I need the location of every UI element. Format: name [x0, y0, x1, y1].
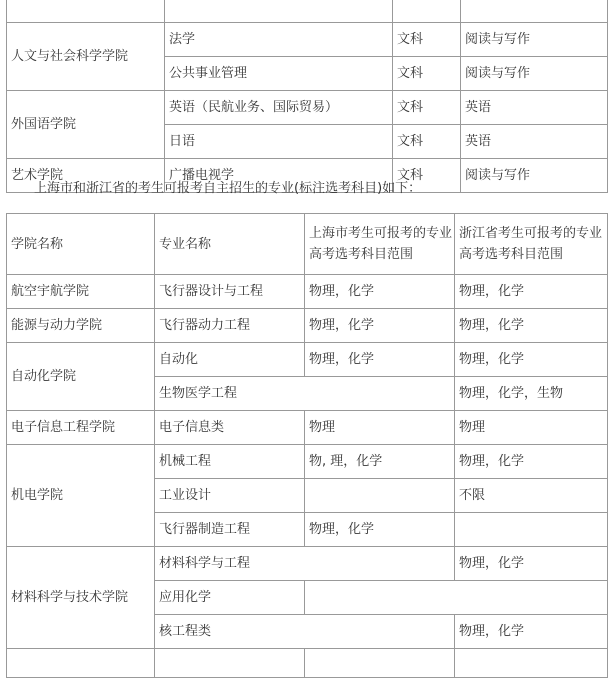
shanghai-cell: 物理，化学 — [305, 309, 455, 343]
college-cell — [7, 0, 165, 23]
zhejiang-cell: 物理，化学 — [455, 445, 608, 479]
major-cell: 法学 — [165, 23, 393, 57]
shanghai-cell: 物理 — [305, 411, 455, 445]
zhejiang-cell: 物理，化学 — [455, 547, 608, 581]
enrollment-table-bottom — [6, 213, 608, 678]
major-cell: 自动化 — [155, 343, 305, 377]
college-cell: 能源与动力学院 — [7, 309, 155, 343]
college-cell — [7, 649, 155, 678]
header-shanghai: 上海市考生可报考的专业高考选考科目范围 — [305, 214, 455, 275]
shanghai-cell — [305, 649, 455, 678]
college-cell: 材料科学与技术学院 — [7, 547, 155, 649]
shanghai-cell: 物, 理，化学 — [305, 445, 455, 479]
enrollment-table-top — [6, 0, 608, 193]
category-cell: 文科 — [393, 125, 461, 159]
table-header-row — [7, 214, 608, 275]
table-row — [7, 23, 608, 57]
table-row — [7, 547, 608, 581]
table-row — [7, 649, 608, 678]
shanghai-cell: 物理，化学 — [305, 275, 455, 309]
major-cell: 日语 — [165, 125, 393, 159]
major-cell: 飞行器制造工程 — [155, 513, 305, 547]
table-row — [7, 309, 608, 343]
intro-paragraph: 上海市和浙江省的考生可报考自主招生的专业(标注选考科目)如下： — [34, 181, 422, 196]
zhejiang-cell: 物理 — [455, 411, 608, 445]
shanghai-cell: 物理，化学 — [305, 343, 455, 377]
zhejiang-cell: 物理，化学，生物 — [455, 377, 608, 411]
major-cell — [165, 0, 393, 23]
major-cell: 核工程类 — [155, 615, 455, 649]
subject-cell: 阅读与写作 — [461, 57, 608, 91]
header-major: 专业名称 — [155, 214, 305, 275]
category-cell: 文科 — [393, 159, 461, 193]
table-row — [7, 343, 608, 377]
zhejiang-cell: 物理，化学 — [455, 275, 608, 309]
category-cell — [393, 0, 461, 23]
shanghai-cell: 物理，化学 — [305, 513, 455, 547]
table-row — [7, 445, 608, 479]
college-cell: 自动化学院 — [7, 343, 155, 411]
college-cell: 人文与社会科学学院 — [7, 23, 165, 91]
college-cell: 电子信息工程学院 — [7, 411, 155, 445]
subject-cell: 阅读与写作 — [461, 159, 608, 193]
table-row — [7, 0, 608, 23]
subject-cell: 英语 — [461, 91, 608, 125]
major-cell: 生物医学工程 — [155, 377, 455, 411]
college-cell: 外国语学院 — [7, 91, 165, 159]
college-cell: 机电学院 — [7, 445, 155, 547]
category-cell: 文科 — [393, 91, 461, 125]
major-cell: 应用化学 — [155, 581, 305, 615]
zhejiang-cell — [305, 581, 608, 615]
major-cell: 公共事业管理 — [165, 57, 393, 91]
major-cell — [155, 649, 305, 678]
category-cell: 文科 — [393, 57, 461, 91]
major-cell: 英语（民航业务、国际贸易） — [165, 91, 393, 125]
zhejiang-cell — [455, 649, 608, 678]
college-cell: 航空宇航学院 — [7, 275, 155, 309]
header-zhejiang: 浙江省考生可报考的专业高考选考科目范围 — [455, 214, 608, 275]
major-cell: 材料科学与工程 — [155, 547, 455, 581]
major-cell: 飞行器设计与工程 — [155, 275, 305, 309]
table-row — [7, 411, 608, 445]
header-college: 学院名称 — [7, 214, 155, 275]
college-cell: 艺术学院 — [7, 159, 165, 193]
shanghai-cell — [305, 479, 455, 513]
table-row — [7, 91, 608, 125]
subject-cell: 英语 — [461, 125, 608, 159]
subject-cell: 阅读与写作 — [461, 23, 608, 57]
major-cell: 工业设计 — [155, 479, 305, 513]
major-cell: 广播电视学 — [165, 159, 393, 193]
zhejiang-cell: 物理，化学 — [455, 309, 608, 343]
zhejiang-cell — [455, 513, 608, 547]
zhejiang-cell: 不限 — [455, 479, 608, 513]
major-cell: 飞行器动力工程 — [155, 309, 305, 343]
subject-cell — [461, 0, 608, 23]
table-row — [7, 275, 608, 309]
major-cell: 电子信息类 — [155, 411, 305, 445]
zhejiang-cell: 物理，化学 — [455, 343, 608, 377]
zhejiang-cell: 物理，化学 — [455, 615, 608, 649]
major-cell: 机械工程 — [155, 445, 305, 479]
category-cell: 文科 — [393, 23, 461, 57]
